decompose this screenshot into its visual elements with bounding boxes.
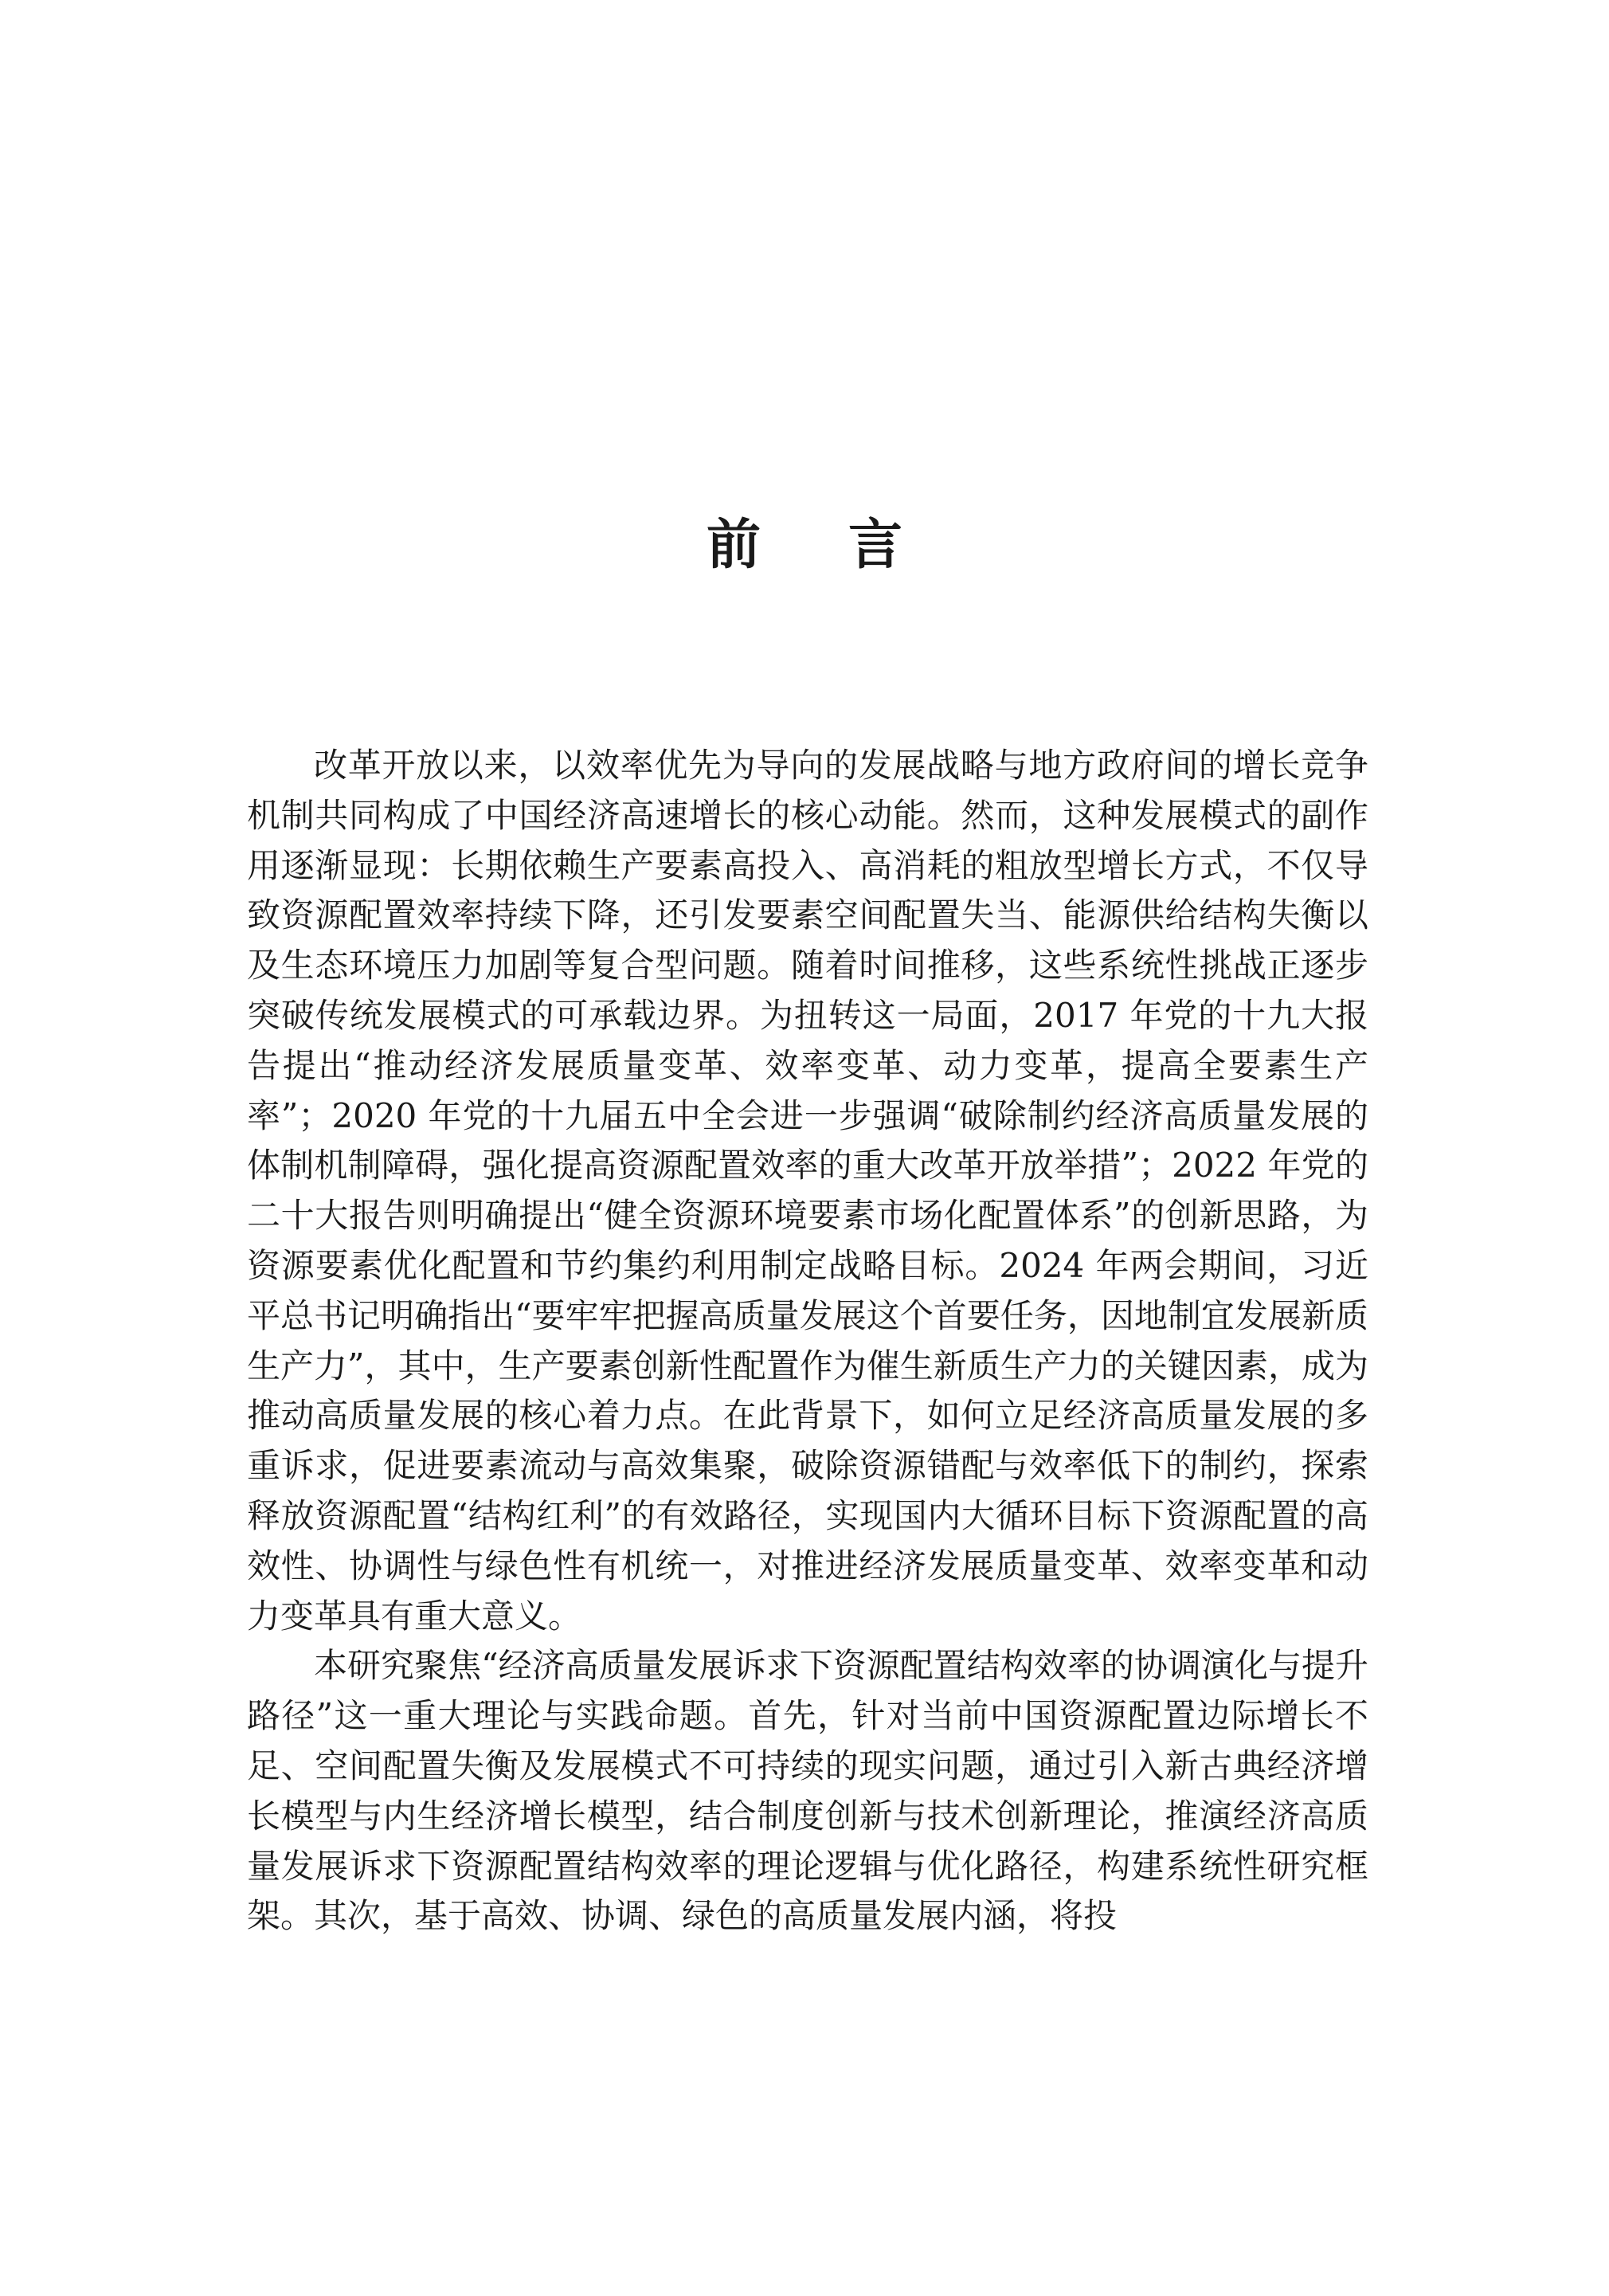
body-text — [247, 741, 1368, 1941]
paragraph-1: 改革开放以来，以效率优先为导向的发展战略与地方政府间的增长竞争机制共同构成了中国经济高速增长的核心动能。然而，这种发展模式的副作用逐渐显现：长期依赖生产要素高投入、高消耗的粗放型增长方式，不仅导致资源配置效率持续下降，还引发要素空间配置失当、能源供给结构失衡以及生态环境压力加剧等复合型问题。随着时间推移，这些系统性挑战正逐步突破传统发展模式的可承载边界。为扭转这一局面，2017 年党的十九大报告提出“推动经济发展质量变革、效率变革、动力变革，提高全要素生产率”；2020 年党的十九届五中全会进一步强调“破除制约经济高质量发展的体制机制障碍，强化提高资源配置效率的重大改革开放举措”；2022 年党的二十大报告则明确提出“健全资源环境要素市场化配置体系”的创新思路，为资源要素优化配置和节约集约利用制定战略目标。2024 年两会期间，习近平总书记明确指出“要牢牢把握高质量发展这个首要任务，因地制宜发展新质生产力”，其中，生产要素创新性配置作为催生新质生产力的关键因素，成为推动高质量发展的核心着力点。在此背景下，如何立足经济高质量发展的多重诉求，促进要素流动与高效集聚，破除资源错配与效率低下的制约，探索释放资源配置“结构红利”的有效路径，实现国内大循环目标下资源配置的高效性、协调性与绿色性有机统一，对推进经济发展质量变革、效率变革和动力变革具有重大意义。 — [247, 746, 1368, 1636]
page-title: 前言 — [706, 513, 990, 577]
paragraph-2: 本研究聚焦“经济高质量发展诉求下资源配置结构效率的协调演化与提升路径”这一重大理论与实践命题。首先，针对当前中国资源配置边际增长不足、空间配置失衡及发展模式不可持续的现实问题，通过引入新古典经济增长模型与内生经济增长模型，结合制度创新与技术创新理论，推演经济高质量发展诉求下资源配置结构效率的理论逻辑与优化路径，构建系统性研究框架。其次，基于高效、协调、绿色的高质量发展内涵，将投 — [247, 1646, 1368, 1936]
